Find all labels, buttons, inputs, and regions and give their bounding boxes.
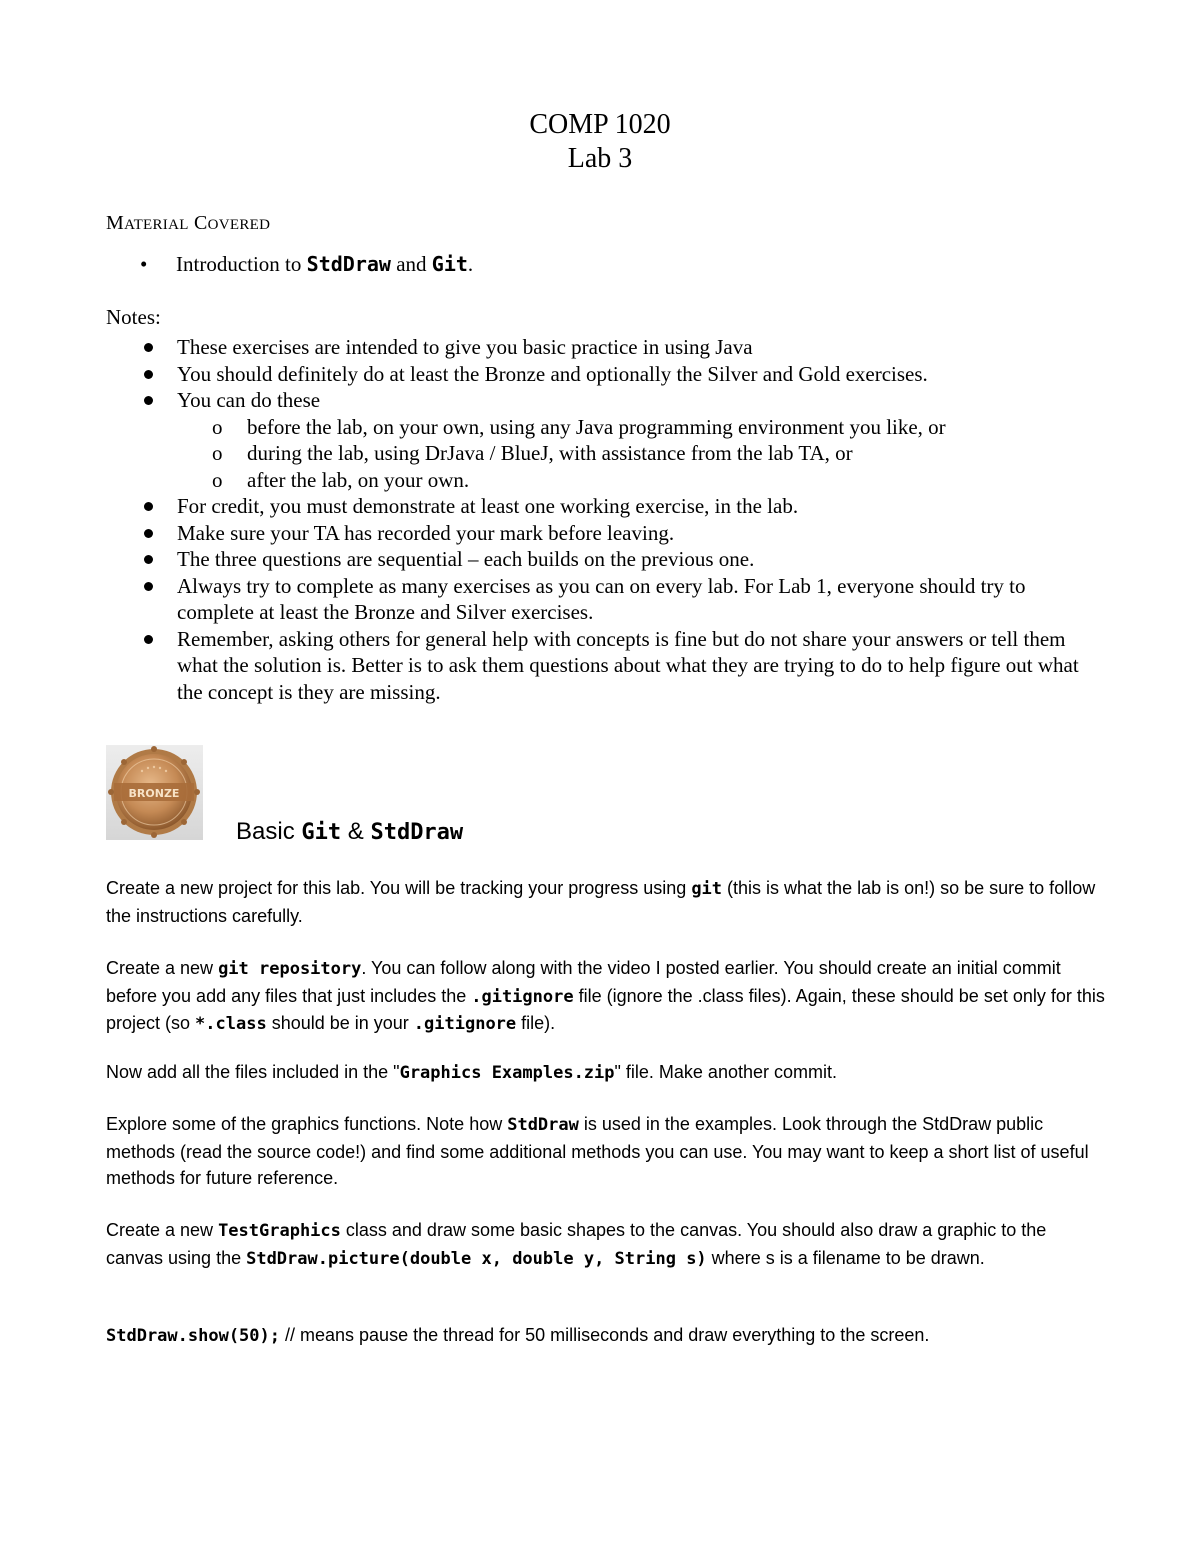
- text: where s is a filename to be drawn.: [706, 1247, 985, 1268]
- list-item: The three questions are sequential – each builds on the previous one.: [106, 546, 1096, 573]
- text: class and draw some basic shapes to the canvas. You should also draw a graphic to the canvas using the: [106, 1220, 1047, 1268]
- title-block: [0, 108, 1200, 176]
- list-item: Make sure your TA has recorded your mark before leaving.: [106, 520, 1096, 547]
- code: *.class: [195, 1014, 267, 1034]
- sub-list: [177, 414, 1096, 494]
- list-item: [106, 387, 1096, 493]
- list-item: Remember, asking others for general help with concepts is fine but do not share your answers or tell them what the solution is. Better is to ask them questions about what they are trying to do to help figure out what the concept is they are missing.: [106, 626, 1096, 706]
- sub-list-item: o during the lab, using DrJava / BlueJ, with assistance from the lab TA, or: [177, 440, 1096, 467]
- paragraph-5: [106, 1217, 1106, 1272]
- list-item: You should definitely do at least the Bronze and optionally the Silver and Gold exercises.: [106, 361, 1096, 388]
- text: Introduction to: [176, 252, 307, 276]
- code: git repository: [218, 959, 362, 979]
- paragraph-1: [106, 875, 1106, 929]
- code: .gitignore: [413, 1014, 517, 1034]
- code: git: [691, 879, 723, 899]
- bronze-medal-icon: [106, 745, 203, 840]
- heading-letter: C: [194, 212, 208, 234]
- code: StdDraw.picture(double x, double y, String s): [246, 1248, 707, 1269]
- medal-text: BRONZE: [128, 787, 180, 800]
- heading-small-caps: ATERIAL: [124, 217, 189, 233]
- text: &: [341, 818, 371, 845]
- text: Explore some of the graphics functions. Note how: [106, 1114, 508, 1134]
- sub-list-item: o after the lab, on your own.: [177, 467, 1096, 494]
- code: StdDraw: [507, 1115, 579, 1135]
- sub-list-item: o before the lab, on your own, using any Java programming environment you like, or: [177, 414, 1096, 441]
- code-git: Git: [301, 820, 342, 845]
- text: (this is what the lab is on!) so be sure to follow the instructions carefully.: [106, 878, 1096, 926]
- list-item: For credit, you must demonstrate at least one working exercise, in the lab.: [106, 493, 1096, 520]
- code-git: Git: [431, 252, 468, 276]
- paragraph-2: [106, 955, 1106, 1038]
- code: TestGraphics: [218, 1221, 341, 1241]
- heading-letter: M: [106, 212, 125, 234]
- text: Basic: [236, 818, 302, 845]
- course-title: COMP 1020: [529, 109, 671, 140]
- text: Now add all the files included in the ": [106, 1062, 400, 1082]
- list-item: Always try to complete as many exercises as you can on every lab. For Lab 1, everyone should try to complete at least the Bronze and Silver exercises.: [106, 573, 1096, 626]
- text: .: [467, 252, 474, 276]
- bullet-icon: •: [140, 252, 148, 276]
- text: Create a new: [106, 958, 219, 978]
- paragraph-6: [106, 1322, 1106, 1350]
- text: is used in the examples. Look through the StdDraw public methods (read the source code!) and find some additional methods you can use. You may want to keep a short list of useful methods for future reference.: [106, 1114, 1089, 1188]
- text: file).: [516, 1013, 556, 1033]
- material-item: [140, 250, 473, 278]
- text: // means pause the thread for 50 milliseconds and draw everything to the screen.: [280, 1325, 930, 1345]
- bronze-section-title: [236, 818, 463, 846]
- text: Create a new: [106, 1220, 219, 1240]
- text: " file. Make another commit.: [614, 1062, 837, 1082]
- notes-list: [106, 334, 1096, 705]
- code: StdDraw.show(50);: [106, 1326, 280, 1346]
- lab-title: Lab 3: [567, 143, 633, 174]
- heading-small-caps: OVERED: [207, 217, 271, 233]
- code: Graphics Examples.zip: [399, 1063, 615, 1083]
- text: . You can follow along with the video I posted earlier. You should create an initial commit before you add any files that just includes the: [106, 958, 1061, 1006]
- paragraph-4: [106, 1111, 1106, 1192]
- text: should be in your: [266, 1013, 414, 1033]
- notes-label: Notes:: [106, 305, 161, 329]
- text: Create a new project for this lab. You will be tracking your progress using: [106, 878, 692, 898]
- code: .gitignore: [471, 986, 574, 1007]
- list-item: These exercises are intended to give you basic practice in using Java: [106, 334, 1096, 361]
- text: file (ignore the .class files). Again, these should be set only for this project (so: [106, 985, 1105, 1033]
- code-stddraw: StdDraw: [370, 820, 464, 845]
- paragraph-3: [106, 1059, 1106, 1087]
- list-item-text: You can do these: [177, 388, 321, 412]
- text: and: [390, 252, 432, 276]
- material-covered-heading: [106, 212, 270, 235]
- code-stddraw: StdDraw: [306, 252, 391, 276]
